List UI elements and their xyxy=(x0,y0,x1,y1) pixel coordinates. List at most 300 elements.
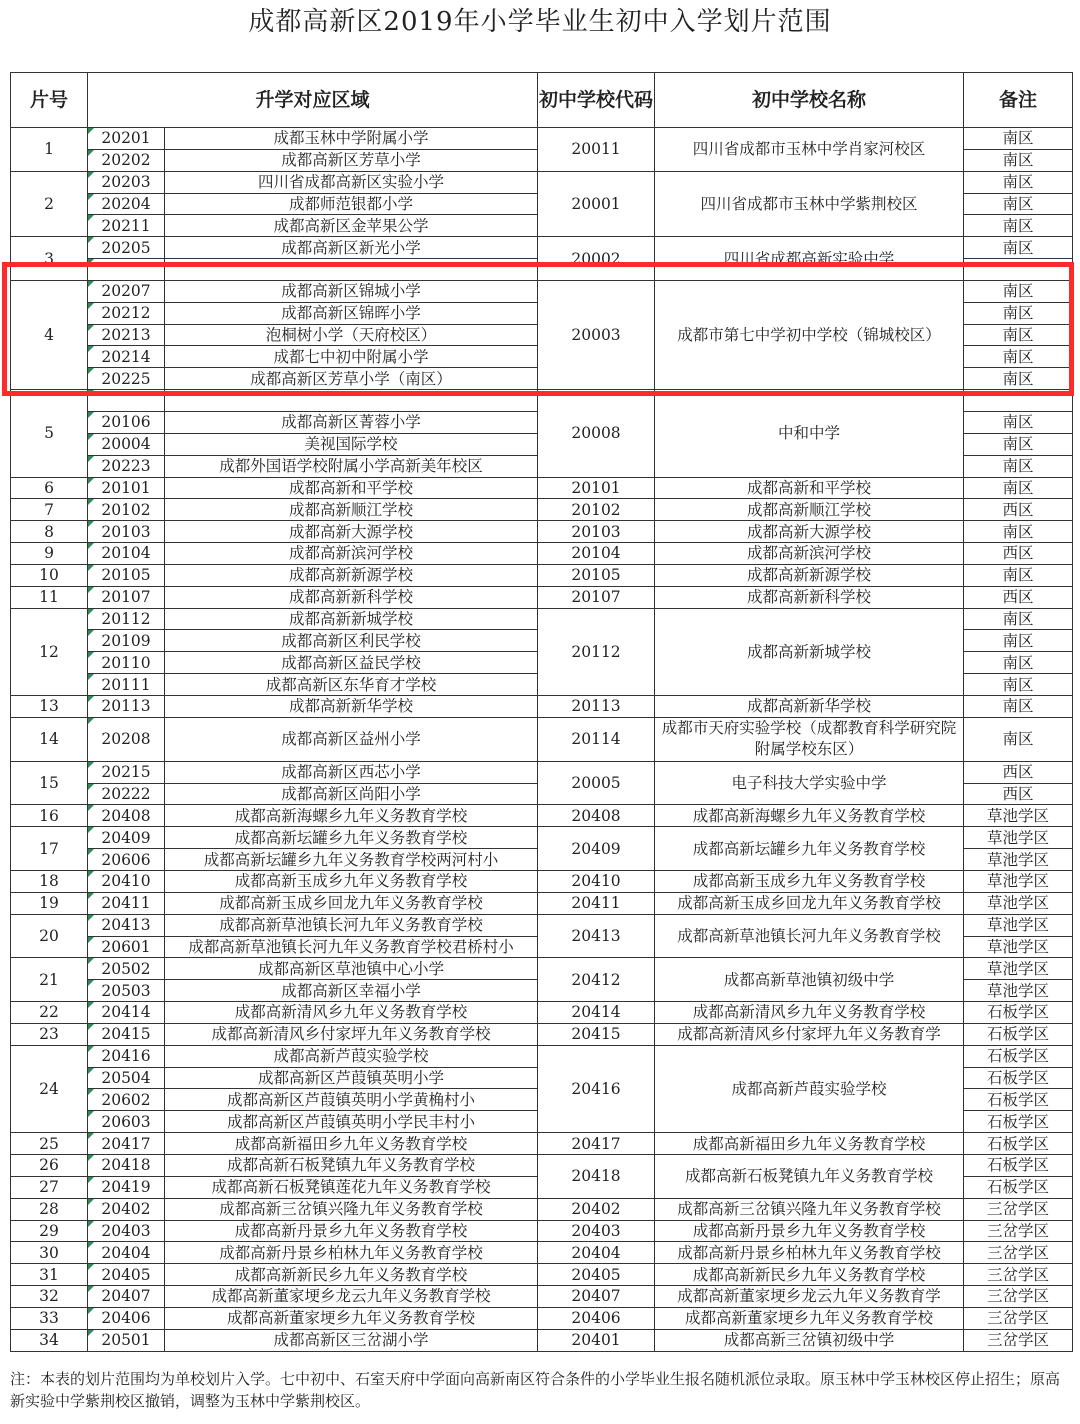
district-number: 11 xyxy=(11,586,88,608)
header-row xyxy=(11,73,1073,128)
zone-note: 草池学区 xyxy=(964,936,1073,958)
zone-note: 石板学区 xyxy=(964,1002,1073,1024)
middle-school-name: 成都高新新城学校 xyxy=(655,608,964,695)
zone-note: 南区 xyxy=(964,149,1073,171)
middle-school-code: 20011 xyxy=(538,128,655,172)
table-body xyxy=(11,128,1073,1352)
primary-school-code: 20103 xyxy=(88,521,165,543)
primary-school-name: 成都高新区幸福小学 xyxy=(165,980,538,1002)
zone-note: 西区 xyxy=(964,586,1073,608)
middle-school-code: 20402 xyxy=(538,1198,655,1220)
primary-school-code: 20405 xyxy=(88,1264,165,1286)
primary-school-name: 成都高新区芦葭镇英明小学 xyxy=(165,1067,538,1089)
middle-school-name: 成都高新芦葭实验学校 xyxy=(655,1045,964,1132)
zone-note: 西区 xyxy=(964,543,1073,565)
primary-school-code: 20101 xyxy=(88,477,165,499)
primary-school-code: 20411 xyxy=(88,892,165,914)
table-row xyxy=(11,717,1073,761)
middle-school-name: 成都市天府实验学校（成都教育科学研究院附属学校东区） xyxy=(655,717,964,761)
district-number: 25 xyxy=(11,1133,88,1155)
district-number: 12 xyxy=(11,608,88,695)
middle-school-code: 20408 xyxy=(538,805,655,827)
footnote: 注：本表的划片范围均为单校划片入学。七中初中、石室天府中学面向高新南区符合条件的小学毕业生报名随机派位录取。原玉林中学玉林校区停止招生；原高新实验中学紫荆校区撤销，调整为玉林中学紫荆校区。 xyxy=(10,1370,1061,1410)
middle-school-name: 成都高新海螺乡九年义务教育学校 xyxy=(655,805,964,827)
header-no: 片号 xyxy=(11,73,88,128)
district-number: 10 xyxy=(11,564,88,586)
zone-note: 南区 xyxy=(964,564,1073,586)
primary-school-code: 20213 xyxy=(88,324,165,346)
district-number: 18 xyxy=(11,871,88,893)
middle-school-code: 20001 xyxy=(538,171,655,237)
primary-school-name: 成都高新区三岔湖小学 xyxy=(165,1329,538,1351)
zone-note: 石板学区 xyxy=(964,1133,1073,1155)
table-row xyxy=(11,128,1073,150)
middle-school-name: 成都高新新华学校 xyxy=(655,695,964,717)
middle-school-code: 20409 xyxy=(538,827,655,871)
middle-school-name: 成都高新玉成乡九年义务教育学校 xyxy=(655,871,964,893)
primary-school-code: 20418 xyxy=(88,1154,165,1176)
primary-school-name: 成都高新区菁蓉小学 xyxy=(165,411,538,433)
zone-note: 西区 xyxy=(964,761,1073,783)
table-row xyxy=(11,280,1073,302)
zone-note: 石板学区 xyxy=(964,1154,1073,1176)
table-row xyxy=(11,827,1073,849)
primary-school-name: 成都高新新城学校 xyxy=(165,608,538,630)
page-title: 成都高新区2019年小学毕业生初中入学划片范围 xyxy=(248,7,832,37)
middle-school-name: 电子科技大学实验中学 xyxy=(655,761,964,805)
middle-school-name: 成都高新石板凳镇九年义务教育学校 xyxy=(655,1154,964,1198)
zone-note: 南区 xyxy=(964,215,1073,237)
primary-school-name: 成都高新石板凳镇九年义务教育学校 xyxy=(165,1154,538,1176)
primary-school-name: 成都高新石板凳镇莲花九年义务教育学校 xyxy=(165,1176,538,1198)
zone-note: 三岔学区 xyxy=(964,1286,1073,1308)
primary-school-code: 20106 xyxy=(88,411,165,433)
district-number: 24 xyxy=(11,1045,88,1132)
middle-school-code: 20105 xyxy=(538,564,655,586)
primary-school-code: 20208 xyxy=(88,717,165,761)
zone-note: 西区 xyxy=(964,783,1073,805)
zone-note: 南区 xyxy=(964,171,1073,193)
primary-school-code: 20603 xyxy=(88,1111,165,1133)
primary-school-name: 成都高新草池镇长河九年义务教育学校 xyxy=(165,914,538,936)
primary-school-code: 20109 xyxy=(88,630,165,652)
primary-school-code: 20105 xyxy=(88,564,165,586)
primary-school-name: 成都高新董家埂乡九年义务教育学校 xyxy=(165,1307,538,1329)
district-number: 7 xyxy=(11,499,88,521)
primary-school-name: 成都高新区金苹果公学 xyxy=(165,215,538,237)
primary-school-code: 20407 xyxy=(88,1286,165,1308)
primary-school-code: 20410 xyxy=(88,871,165,893)
district-number: 2 xyxy=(11,171,88,237)
primary-school-name: 成都高新区益民学校 xyxy=(165,652,538,674)
middle-school-name: 成都高新丹景乡柏林九年义务教育学校 xyxy=(655,1242,964,1264)
middle-school-code: 20405 xyxy=(538,1264,655,1286)
middle-school-name: 成都高新三岔镇初级中学 xyxy=(655,1329,964,1351)
district-number: 16 xyxy=(11,805,88,827)
middle-school-code: 20412 xyxy=(538,958,655,1002)
primary-school-name: 成都高新区锦晖小学 xyxy=(165,302,538,324)
table-row xyxy=(11,1045,1073,1067)
zone-note: 南区 xyxy=(964,608,1073,630)
table-row xyxy=(11,695,1073,717)
zone-note: 南区 xyxy=(964,128,1073,150)
middle-school-name: 四川省成都市玉林中学紫荆校区 xyxy=(655,171,964,237)
zone-note: 石板学区 xyxy=(964,1023,1073,1045)
zone-note: 三岔学区 xyxy=(964,1329,1073,1351)
primary-school-name: 成都高新丹景乡柏林九年义务教育学校 xyxy=(165,1242,538,1264)
table-row xyxy=(11,1133,1073,1155)
middle-school-name: 成都高新大源学校 xyxy=(655,521,964,543)
middle-school-name: 成都高新新科学校 xyxy=(655,586,964,608)
district-number: 14 xyxy=(11,717,88,761)
zone-note: 三岔学区 xyxy=(964,1198,1073,1220)
primary-school-name: 成都高新区芦葭镇英明小学黄桷村小 xyxy=(165,1089,538,1111)
district-number: 33 xyxy=(11,1307,88,1329)
table-row xyxy=(11,892,1073,914)
primary-school-code: 20215 xyxy=(88,761,165,783)
primary-school-code: 20409 xyxy=(88,827,165,849)
primary-school-code: 20223 xyxy=(88,455,165,477)
middle-school-code: 20008 xyxy=(538,390,655,477)
zone-note: 草池学区 xyxy=(964,849,1073,871)
primary-school-code: 20602 xyxy=(88,1089,165,1111)
district-number: 23 xyxy=(11,1023,88,1045)
primary-school-code: 20222 xyxy=(88,783,165,805)
district-number: 29 xyxy=(11,1220,88,1242)
zone-note: 南区 xyxy=(964,302,1073,324)
primary-school-code: 20004 xyxy=(88,433,165,455)
primary-school-name: 成都高新福田乡九年义务教育学校 xyxy=(165,1133,538,1155)
middle-school-code: 20410 xyxy=(538,871,655,893)
primary-school-code: 20414 xyxy=(88,1002,165,1024)
zone-note: 草池学区 xyxy=(964,805,1073,827)
primary-school-code: 20408 xyxy=(88,805,165,827)
middle-school-code: 20102 xyxy=(538,499,655,521)
zone-note: 西区 xyxy=(964,499,1073,521)
primary-school-name: 成都高新滨河学校 xyxy=(165,543,538,565)
district-number: 34 xyxy=(11,1329,88,1351)
middle-school-code: 20417 xyxy=(538,1133,655,1155)
middle-school-name: 成都高新董家埂乡九年义务教育学校 xyxy=(655,1307,964,1329)
table-row xyxy=(11,543,1073,565)
zone-note: 南区 xyxy=(964,237,1073,259)
district-number: 19 xyxy=(11,892,88,914)
district-number: 26 xyxy=(11,1154,88,1176)
middle-school-name: 四川省成都市玉林中学肖家河校区 xyxy=(655,128,964,172)
primary-school-code: 20204 xyxy=(88,193,165,215)
primary-school-name: 成都高新区尚阳小学 xyxy=(165,783,538,805)
primary-school-name xyxy=(165,259,538,281)
primary-school-name: 成都高新草池镇长河九年义务教育学校君桥村小 xyxy=(165,936,538,958)
zone-note: 草池学区 xyxy=(964,827,1073,849)
middle-school-name: 四川省成都高新实验中学 xyxy=(655,237,964,281)
table-row xyxy=(11,499,1073,521)
middle-school-code: 20414 xyxy=(538,1002,655,1024)
zone-note: 石板学区 xyxy=(964,1176,1073,1198)
primary-school-code: 20112 xyxy=(88,608,165,630)
zone-note: 南区 xyxy=(964,477,1073,499)
primary-school-name: 成都高新董家埂乡龙云九年义务教育学校 xyxy=(165,1286,538,1308)
primary-school-code: 20113 xyxy=(88,695,165,717)
zone-note: 草池学区 xyxy=(964,980,1073,1002)
primary-school-code: 20413 xyxy=(88,914,165,936)
primary-school-code: 20417 xyxy=(88,1133,165,1155)
primary-school-name: 成都高新新源学校 xyxy=(165,564,538,586)
primary-school-name: 成都高新顺江学校 xyxy=(165,499,538,521)
middle-school-name: 成都高新顺江学校 xyxy=(655,499,964,521)
primary-school-name: 泡桐树小学（天府校区） xyxy=(165,324,538,346)
zone-note xyxy=(964,390,1073,412)
primary-school-name: 成都高新三岔镇兴隆九年义务教育学校 xyxy=(165,1198,538,1220)
primary-school-code: 20504 xyxy=(88,1067,165,1089)
middle-school-code: 20002 xyxy=(538,237,655,281)
district-number: 4 xyxy=(11,280,88,389)
zone-note: 三岔学区 xyxy=(964,1264,1073,1286)
table-row xyxy=(11,1154,1073,1176)
district-number: 21 xyxy=(11,958,88,1002)
middle-school-name: 成都高新新源学校 xyxy=(655,564,964,586)
zone-note: 草池学区 xyxy=(964,871,1073,893)
primary-school-name: 成都高新区利民学校 xyxy=(165,630,538,652)
middle-school-name: 成都高新玉成乡回龙九年义务教育学校 xyxy=(655,892,964,914)
middle-school-name: 成都高新坛罐乡九年义务教育学校 xyxy=(655,827,964,871)
table-row xyxy=(11,237,1073,259)
primary-school-name: 成都高新区芳草小学（南区） xyxy=(165,368,538,390)
primary-school-name: 成都高新玉成乡回龙九年义务教育学校 xyxy=(165,892,538,914)
zone-note: 草池学区 xyxy=(964,958,1073,980)
primary-school-name: 成都玉林中学附属小学 xyxy=(165,128,538,150)
table-row xyxy=(11,914,1073,936)
middle-school-name: 成都高新清风乡九年义务教育学校 xyxy=(655,1002,964,1024)
primary-school-code: 20503 xyxy=(88,980,165,1002)
middle-school-code: 20003 xyxy=(538,280,655,389)
middle-school-code: 20415 xyxy=(538,1023,655,1045)
table-row xyxy=(11,871,1073,893)
primary-school-name: 成都高新海螺乡九年义务教育学校 xyxy=(165,805,538,827)
primary-school-code: 20214 xyxy=(88,346,165,368)
table-row xyxy=(11,1023,1073,1045)
zone-note: 南区 xyxy=(964,630,1073,652)
zone-note: 三岔学区 xyxy=(964,1220,1073,1242)
middle-school-name: 成都高新新民乡九年义务教育学校 xyxy=(655,1264,964,1286)
primary-school-code: 20107 xyxy=(88,586,165,608)
middle-school-code: 20403 xyxy=(538,1220,655,1242)
middle-school-code: 20101 xyxy=(538,477,655,499)
primary-school-code: 20203 xyxy=(88,171,165,193)
middle-school-name: 成都高新董家埂乡龙云九年义务教育学 xyxy=(655,1286,964,1308)
zone-note: 南区 xyxy=(964,280,1073,302)
district-number: 17 xyxy=(11,827,88,871)
table-row xyxy=(11,521,1073,543)
middle-school-name: 成都高新草池镇长河九年义务教育学校 xyxy=(655,914,964,958)
middle-school-name: 成都高新和平学校 xyxy=(655,477,964,499)
primary-school-code: 20606 xyxy=(88,849,165,871)
primary-school-name: 成都高新区芦葭镇英明小学民丰村小 xyxy=(165,1111,538,1133)
table-row xyxy=(11,1286,1073,1308)
primary-school-code: 20601 xyxy=(88,936,165,958)
zone-note: 南区 xyxy=(964,717,1073,761)
table-row xyxy=(11,1307,1073,1329)
primary-school-name: 成都七中初中附属小学 xyxy=(165,346,538,368)
primary-school-name: 成都高新清风乡付家坪九年义务教育学校 xyxy=(165,1023,538,1045)
primary-school-name: 成都高新区益州小学 xyxy=(165,717,538,761)
middle-school-code: 20418 xyxy=(538,1154,655,1198)
primary-school-name: 成都高新新民乡九年义务教育学校 xyxy=(165,1264,538,1286)
primary-school-name: 成都高新清风乡九年义务教育学校 xyxy=(165,1002,538,1024)
primary-school-name: 成都高新玉成乡九年义务教育学校 xyxy=(165,871,538,893)
table-row xyxy=(11,958,1073,980)
table-row xyxy=(11,390,1073,412)
primary-school-name: 成都高新大源学校 xyxy=(165,521,538,543)
table-row xyxy=(11,1198,1073,1220)
primary-school-name: 成都高新坛罐乡九年义务教育学校 xyxy=(165,827,538,849)
primary-school-code: 20419 xyxy=(88,1176,165,1198)
zone-note: 南区 xyxy=(964,411,1073,433)
middle-school-code: 20107 xyxy=(538,586,655,608)
primary-school-code: 20502 xyxy=(88,958,165,980)
header-school-code: 初中学校代码 xyxy=(538,73,655,128)
middle-school-code: 20104 xyxy=(538,543,655,565)
table-row xyxy=(11,761,1073,783)
district-table xyxy=(10,72,1073,1352)
zone-note: 三岔学区 xyxy=(964,1242,1073,1264)
primary-school-code: 20104 xyxy=(88,543,165,565)
middle-school-code: 20112 xyxy=(538,608,655,695)
primary-school-name: 美视国际学校 xyxy=(165,433,538,455)
middle-school-code: 20103 xyxy=(538,521,655,543)
primary-school-code xyxy=(88,259,165,281)
middle-school-code: 20416 xyxy=(538,1045,655,1132)
header-area: 升学对应区域 xyxy=(88,73,538,128)
middle-school-name: 成都市第七中学初中学校（锦城校区） xyxy=(655,280,964,389)
middle-school-code: 20401 xyxy=(538,1329,655,1351)
primary-school-code: 20110 xyxy=(88,652,165,674)
middle-school-name: 成都高新三岔镇兴隆九年义务教育学校 xyxy=(655,1198,964,1220)
primary-school-name: 成都高新芦葭实验学校 xyxy=(165,1045,538,1067)
table-row xyxy=(11,586,1073,608)
zone-note: 南区 xyxy=(964,521,1073,543)
primary-school-code: 20403 xyxy=(88,1220,165,1242)
district-number: 31 xyxy=(11,1264,88,1286)
district-number: 32 xyxy=(11,1286,88,1308)
primary-school-code: 20207 xyxy=(88,280,165,302)
table-row xyxy=(11,564,1073,586)
middle-school-code: 20404 xyxy=(538,1242,655,1264)
zone-note: 石板学区 xyxy=(964,1067,1073,1089)
table-row xyxy=(11,805,1073,827)
district-number: 5 xyxy=(11,390,88,477)
middle-school-code: 20406 xyxy=(538,1307,655,1329)
primary-school-name: 成都外国语学校附属小学高新美年校区 xyxy=(165,455,538,477)
primary-school-code: 20201 xyxy=(88,128,165,150)
middle-school-code: 20005 xyxy=(538,761,655,805)
table-row xyxy=(11,1002,1073,1024)
primary-school-name: 成都高新区草池镇中心小学 xyxy=(165,958,538,980)
primary-school-code: 20402 xyxy=(88,1198,165,1220)
middle-school-code: 20413 xyxy=(538,914,655,958)
zone-note xyxy=(964,259,1073,281)
middle-school-code: 20114 xyxy=(538,717,655,761)
table-row xyxy=(11,1264,1073,1286)
primary-school-name: 成都高新区东华育才学校 xyxy=(165,674,538,696)
zone-note: 南区 xyxy=(964,193,1073,215)
district-number: 1 xyxy=(11,128,88,172)
primary-school-name: 成都高新区芳草小学 xyxy=(165,149,538,171)
primary-school-name: 成都高新区新光小学 xyxy=(165,237,538,259)
district-number: 15 xyxy=(11,761,88,805)
district-number: 27 xyxy=(11,1176,88,1198)
zone-note: 三岔学区 xyxy=(964,1307,1073,1329)
zone-note: 南区 xyxy=(964,346,1073,368)
primary-school-code: 20415 xyxy=(88,1023,165,1045)
middle-school-name: 成都高新福田乡九年义务教育学校 xyxy=(655,1133,964,1155)
zone-note: 石板学区 xyxy=(964,1045,1073,1067)
primary-school-code: 20404 xyxy=(88,1242,165,1264)
middle-school-code: 20113 xyxy=(538,695,655,717)
district-number: 9 xyxy=(11,543,88,565)
zone-note: 南区 xyxy=(964,433,1073,455)
middle-school-code: 20411 xyxy=(538,892,655,914)
middle-school-name: 成都高新滨河学校 xyxy=(655,543,964,565)
primary-school-name: 成都高新新华学校 xyxy=(165,695,538,717)
table-row xyxy=(11,171,1073,193)
table-row xyxy=(11,1220,1073,1242)
district-number: 6 xyxy=(11,477,88,499)
district-number: 20 xyxy=(11,914,88,958)
middle-school-name: 成都高新草池镇初级中学 xyxy=(655,958,964,1002)
table-row xyxy=(11,1242,1073,1264)
header-note: 备注 xyxy=(964,73,1073,128)
middle-school-name: 成都高新丹景乡九年义务教育学校 xyxy=(655,1220,964,1242)
zone-note: 草池学区 xyxy=(964,892,1073,914)
table-row xyxy=(11,608,1073,630)
district-number: 28 xyxy=(11,1198,88,1220)
zone-note: 草池学区 xyxy=(964,914,1073,936)
middle-school-code: 20407 xyxy=(538,1286,655,1308)
primary-school-name: 成都高新新科学校 xyxy=(165,586,538,608)
primary-school-name xyxy=(165,390,538,412)
primary-school-code: 20406 xyxy=(88,1307,165,1329)
zone-note: 南区 xyxy=(964,695,1073,717)
primary-school-code: 20111 xyxy=(88,674,165,696)
middle-school-name: 中和中学 xyxy=(655,390,964,477)
primary-school-code: 20102 xyxy=(88,499,165,521)
zone-note: 南区 xyxy=(964,324,1073,346)
primary-school-name: 成都高新坛罐乡九年义务教育学校两河村小 xyxy=(165,849,538,871)
table-row xyxy=(11,1329,1073,1351)
primary-school-code xyxy=(88,390,165,412)
header-school-name: 初中学校名称 xyxy=(655,73,964,128)
primary-school-code: 20205 xyxy=(88,237,165,259)
primary-school-name: 成都高新区锦城小学 xyxy=(165,280,538,302)
district-number: 3 xyxy=(11,237,88,281)
primary-school-code: 20416 xyxy=(88,1045,165,1067)
middle-school-name: 成都高新清风乡付家坪九年义务教育学 xyxy=(655,1023,964,1045)
district-number: 13 xyxy=(11,695,88,717)
primary-school-code: 20501 xyxy=(88,1329,165,1351)
primary-school-name: 成都高新和平学校 xyxy=(165,477,538,499)
primary-school-code: 20212 xyxy=(88,302,165,324)
zone-note: 南区 xyxy=(964,674,1073,696)
zone-note: 石板学区 xyxy=(964,1089,1073,1111)
district-number: 8 xyxy=(11,521,88,543)
primary-school-code: 20202 xyxy=(88,149,165,171)
district-number: 22 xyxy=(11,1002,88,1024)
zone-note: 南区 xyxy=(964,368,1073,390)
table-row xyxy=(11,477,1073,499)
primary-school-code: 20211 xyxy=(88,215,165,237)
zone-note: 南区 xyxy=(964,652,1073,674)
